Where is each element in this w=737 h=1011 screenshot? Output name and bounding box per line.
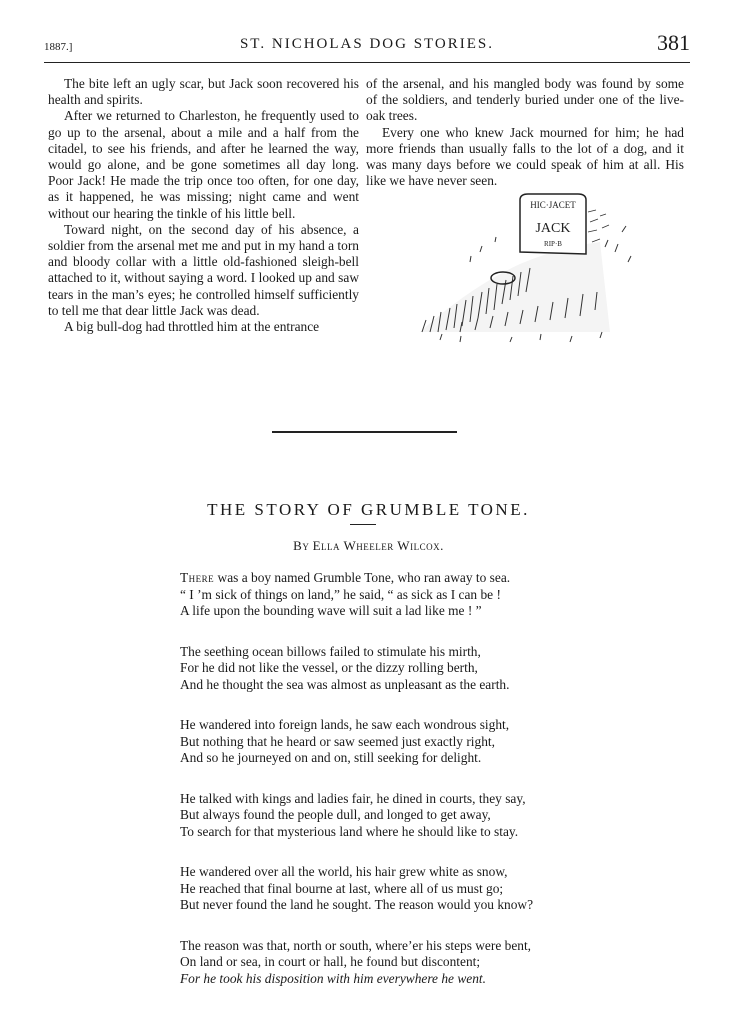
poem-line: He wandered into foreign lands, he saw each wondrous sight, (180, 717, 510, 732)
poem-line: But always found the people dull, and longed to get away, (180, 807, 491, 822)
poem-line: He wandered over all the world, his hair grew white as snow, (180, 864, 508, 879)
grave-illustration (400, 192, 650, 357)
headstone-name-text: JACK (535, 221, 571, 236)
poem-line: A life upon the bounding wave will suit a lad like me ! ” (180, 603, 482, 618)
right-column (366, 76, 684, 189)
poem-line: And he thought the sea was almost as unpleasant as the earth. (180, 676, 510, 692)
paragraph: The bite left an ugly scar, but Jack soon recovered his health and spirits. (48, 76, 359, 108)
poem-line: On land or sea, in court or hall, he found but discontent; (180, 954, 481, 969)
paragraph: Toward night, on the second day of his absence, a soldier from the arsenal met me and put in my hand a torn and bloody collar with a little old-fashioned sleigh-bell attached to it, without saying a word. I looked up and saw tears in the man’s eyes; he controlled himself sufficiently to tell me that dear little Jack was dead. (48, 221, 359, 318)
poem-line: The reason was that, north or south, where’er his steps were bent, (180, 937, 532, 953)
poem-line-italic: For he took his disposition with him everywhere he went. (180, 970, 486, 986)
author-name: Ella Wheeler Wilcox. (312, 538, 444, 553)
running-header (44, 30, 690, 58)
stanza (180, 570, 700, 620)
headstone-top-text: HIC·JACET (530, 200, 576, 210)
poem-line (180, 570, 700, 587)
first-line-rest: was a boy named Grumble Tone, who ran away to sea. (214, 570, 511, 585)
first-word: There (180, 570, 215, 585)
byline (0, 538, 737, 554)
poem-line: “ I ’m sick of things on land,” he said, “ as sick as I can be ! (180, 586, 501, 602)
paragraph: of the arsenal, and his mangled body was found by some of the soldiers, and tenderly buried under one of the live-oak trees. (366, 76, 684, 124)
poem-line: He reached that final bourne at last, where all of us must go; (180, 880, 504, 896)
poem-line: And so he journeyed on and on, still seeking for delight. (180, 750, 482, 765)
page-number: 381 (657, 30, 690, 55)
paragraph: A big bull-dog had throttled him at the entrance (64, 319, 320, 335)
header-year: 1887.] (44, 41, 73, 53)
left-column (48, 76, 359, 335)
stanza (180, 717, 700, 767)
poem-line: The seething ocean billows failed to stimulate his mirth, (180, 643, 481, 659)
poem-line: He talked with kings and ladies fair, he dined in courts, they say, (180, 790, 526, 806)
stanza (180, 938, 700, 988)
byline-prefix: By (293, 538, 310, 553)
section-divider (272, 431, 457, 433)
stanza (180, 791, 700, 841)
header-title: ST. NICHOLAS DOG STORIES. (239, 36, 495, 52)
poem-line: To search for that mysterious land where he should like to stay. (180, 823, 519, 839)
title-rule (350, 524, 376, 525)
poem-title: THE STORY OF GRUMBLE TONE. (207, 500, 530, 519)
poem-body (180, 570, 700, 1011)
paragraph: After we returned to Charleston, he frequently used to go up to the arsenal, about a mile and a half from the citadel, to see his friends, and after he learned the way, would go alone, and be gone sometimes all day long. Poor Jack! He made the trip once too often, for one day, as it happened, he was missing; night came and went without our hearing the tinkle of his little bell. (48, 108, 359, 221)
stanza (180, 864, 700, 914)
paragraph: Every one who knew Jack mourned for him; he had more friends than usually falls to the lot of a dog, and it was many days before we could speak of him at all. His like we have never seen. (366, 124, 684, 189)
headstone-bottom-text: RIP·B (544, 240, 562, 248)
poem-line: But nothing that he heard or saw seemed just exactly right, (180, 733, 495, 749)
header-rule (44, 62, 690, 63)
poem-line: For he did not like the vessel, or the dizzy rolling berth, (180, 660, 478, 675)
poem-line: But never found the land he sought. The reason would you know? (180, 897, 534, 912)
stanza (180, 644, 700, 694)
